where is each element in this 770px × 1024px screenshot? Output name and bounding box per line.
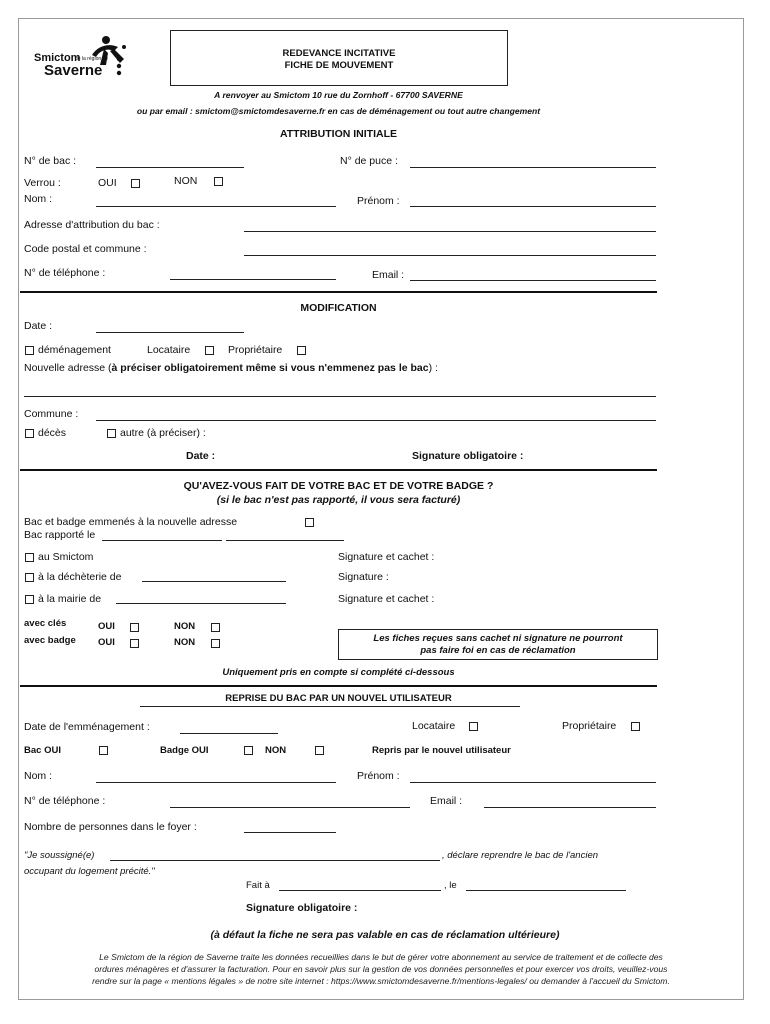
taken-checkbox[interactable] (305, 518, 314, 527)
claim-notice-line1: Les fiches reçues sans cachet ni signature ne pourront (373, 633, 623, 644)
badge-no-label: NON (174, 637, 196, 648)
send-email: ou par email : smictom@smictomdesaverne.fr en cas de déménagement ou tout autre changement (136, 106, 541, 116)
takeover-title-underline (140, 706, 520, 707)
logo-name-top: Smictom (34, 52, 81, 64)
send-address: A renvoyer au Smictom 10 rue du Zornhoff - 67700 SAVERNE (214, 90, 463, 100)
takeover-no-label: NON (265, 745, 287, 756)
declare-start: "Je soussigné(e) (24, 850, 95, 861)
done-at-label: Fait à (246, 880, 270, 891)
move-in-label: Date de l'emménagement : (24, 721, 150, 733)
takeover-last-name-field[interactable] (96, 782, 336, 783)
dechetterie-sign-label: Signature : (338, 571, 389, 583)
owner-checkbox[interactable] (297, 346, 306, 355)
smictom-label: au Smictom (38, 551, 94, 563)
takeover-first-name-field[interactable] (410, 782, 656, 783)
address-field[interactable] (244, 231, 656, 232)
takeover-no-checkbox[interactable] (315, 746, 324, 755)
modif-date-label: Date : (24, 320, 53, 332)
new-address-prefix: Nouvelle adresse ( (24, 362, 112, 374)
takeover-badge-yes-label: Badge OUI (160, 745, 209, 756)
commune-field[interactable] (96, 420, 656, 421)
section-title-takeover: REPRISE DU BAC PAR UN NOUVEL UTILISATEUR (225, 693, 452, 704)
form-title-line2: FICHE DE MOUVEMENT (284, 60, 394, 71)
first-name-label: Prénom : (357, 195, 400, 207)
chip-number-label: N° de puce : (340, 155, 398, 167)
keys-no-label: NON (174, 621, 196, 632)
claim-notice-line2: pas faire foi en cas de réclamation (420, 645, 576, 656)
phone-label: N° de téléphone : (24, 267, 106, 279)
section-title-bin-fate: QU'AVEZ-VOUS FAIT DE VOTRE BAC ET DE VOTRE BADGE ? (183, 480, 494, 492)
dechetterie-field[interactable] (142, 581, 286, 582)
section-separator (20, 469, 657, 471)
returned-date-field-2[interactable] (226, 540, 344, 541)
new-address-field[interactable] (24, 396, 656, 397)
taken-by-label: Repris par le nouvel utilisateur (372, 745, 511, 756)
taken-label: Bac et badge emmenés à la nouvelle adresse (24, 516, 238, 528)
death-label: décès (38, 427, 67, 439)
other-label: autre (à préciser) : (120, 427, 206, 439)
declare-name-field[interactable] (110, 860, 440, 861)
lock-no-label: NON (174, 175, 198, 187)
section-title-modification: MODIFICATION (300, 302, 377, 314)
returned-date-field-1[interactable] (102, 540, 222, 541)
takeover-tenant-label: Locataire (412, 720, 456, 732)
takeover-last-name-label: Nom : (24, 770, 53, 782)
takeover-email-field[interactable] (484, 807, 656, 808)
badge-no-checkbox[interactable] (211, 639, 220, 648)
owner-label: Propriétaire (228, 344, 283, 356)
takeover-tenant-checkbox[interactable] (469, 722, 478, 731)
logo-name-small: de la région de (75, 56, 109, 62)
section-title-attribution: ATTRIBUTION INITIALE (279, 128, 398, 140)
keys-label: avec clés (24, 618, 67, 629)
postal-label: Code postal et commune : (24, 243, 147, 255)
takeover-owner-checkbox[interactable] (631, 722, 640, 731)
new-address-label (24, 362, 438, 374)
smictom-sign-label: Signature et cachet : (338, 551, 435, 563)
takeover-signature: Signature obligatoire : (246, 902, 358, 914)
tenant-label: Locataire (147, 344, 191, 356)
new-address-bold: à préciser obligatoirement même si vous n'emmenez pas le bac (111, 362, 429, 374)
declare-line2: occupant du logement précité." (24, 866, 155, 877)
section-separator (20, 291, 657, 293)
moving-label: déménagement (38, 344, 111, 356)
only-if-completed: Uniquement pris en compte si complété ci-dessous (222, 667, 455, 678)
logo-dots-icon (114, 56, 124, 76)
footer-line3: rendre sur la page « mentions légales » de notre site internet : https://www.smictomdesaverne.fr/mentions-legales/ ou demander à l'accueil du Smictom. (92, 976, 670, 986)
phone-field[interactable] (170, 279, 336, 280)
last-name-label: Nom : (24, 193, 53, 205)
moving-checkbox[interactable] (25, 346, 34, 355)
lock-label: Verrou : (24, 177, 61, 189)
mairie-checkbox[interactable] (25, 595, 34, 604)
takeover-bin-yes-checkbox[interactable] (99, 746, 108, 755)
modif-date-bold: Date : (186, 450, 216, 462)
chip-number-field[interactable] (410, 167, 656, 168)
declare-end: , déclare reprendre le bac de l'ancien (442, 850, 599, 861)
first-name-field[interactable] (410, 206, 656, 207)
death-checkbox[interactable] (25, 429, 34, 438)
household-label: Nombre de personnes dans le foyer : (24, 821, 197, 833)
keys-no-checkbox[interactable] (211, 623, 220, 632)
modif-date-field[interactable] (96, 332, 244, 333)
takeover-phone-label: N° de téléphone : (24, 795, 106, 807)
badge-label: avec badge (24, 635, 76, 646)
bin-fate-subtitle: (si le bac n'est pas rapporté, il vous sera facturé) (216, 494, 461, 506)
tenant-checkbox[interactable] (205, 346, 214, 355)
email-field[interactable] (410, 280, 656, 281)
badge-yes-label: OUI (98, 637, 115, 648)
logo-name-bottom: Saverne (44, 62, 103, 79)
keys-yes-checkbox[interactable] (130, 623, 139, 632)
footer-line2: ordures ménagères et d'assurer la facturation. Pour en savoir plus sur la gestion de vos données personnelles et pour exercer vos droits, veuillez-vous (94, 964, 668, 974)
done-on-field[interactable] (466, 890, 626, 891)
done-on-label: , le (444, 880, 457, 891)
lock-no-checkbox[interactable] (214, 177, 223, 186)
keys-yes-label: OUI (98, 621, 115, 632)
bin-number-field[interactable] (96, 167, 244, 168)
takeover-first-name-label: Prénom : (357, 770, 400, 782)
email-label: Email : (372, 269, 405, 281)
address-label: Adresse d'attribution du bac : (24, 219, 160, 231)
section-separator (20, 685, 657, 687)
takeover-phone-field[interactable] (170, 807, 410, 808)
takeover-owner-label: Propriétaire (562, 720, 617, 732)
footer-line1: Le Smictom de la région de Saverne traite les données recueillies dans le but de gérer votre abonnement au service de traitement et de collecte des (99, 952, 663, 962)
household-field[interactable] (244, 832, 336, 833)
smictom-checkbox[interactable] (25, 553, 34, 562)
new-address-suffix: ) : (428, 362, 438, 374)
mairie-label: à la mairie de (38, 593, 102, 605)
takeover-bin-yes-label: Bac OUI (24, 745, 61, 756)
mairie-sign-label: Signature et cachet : (338, 593, 435, 605)
lock-yes-label: OUI (98, 177, 117, 189)
done-at-field[interactable] (279, 890, 441, 891)
other-checkbox[interactable] (107, 429, 116, 438)
validity-warning: (à défaut la fiche ne sera pas valable en cas de réclamation ultérieure) (210, 929, 560, 941)
dechetterie-checkbox[interactable] (25, 573, 34, 582)
modif-signature: Signature obligatoire : (412, 450, 524, 462)
form-title-line1: REDEVANCE INCITATIVE (282, 48, 396, 59)
postal-field[interactable] (244, 255, 656, 256)
lock-yes-checkbox[interactable] (131, 179, 140, 188)
takeover-email-label: Email : (430, 795, 463, 807)
commune-label: Commune : (24, 408, 79, 420)
badge-yes-checkbox[interactable] (130, 639, 139, 648)
dechetterie-label: à la déchèterie de (38, 571, 122, 583)
takeover-badge-yes-checkbox[interactable] (244, 746, 253, 755)
move-in-field[interactable] (180, 733, 278, 734)
bin-number-label: N° de bac : (24, 155, 77, 167)
returned-label: Bac rapporté le (24, 529, 96, 541)
mairie-field[interactable] (116, 603, 286, 604)
last-name-field[interactable] (96, 206, 336, 207)
